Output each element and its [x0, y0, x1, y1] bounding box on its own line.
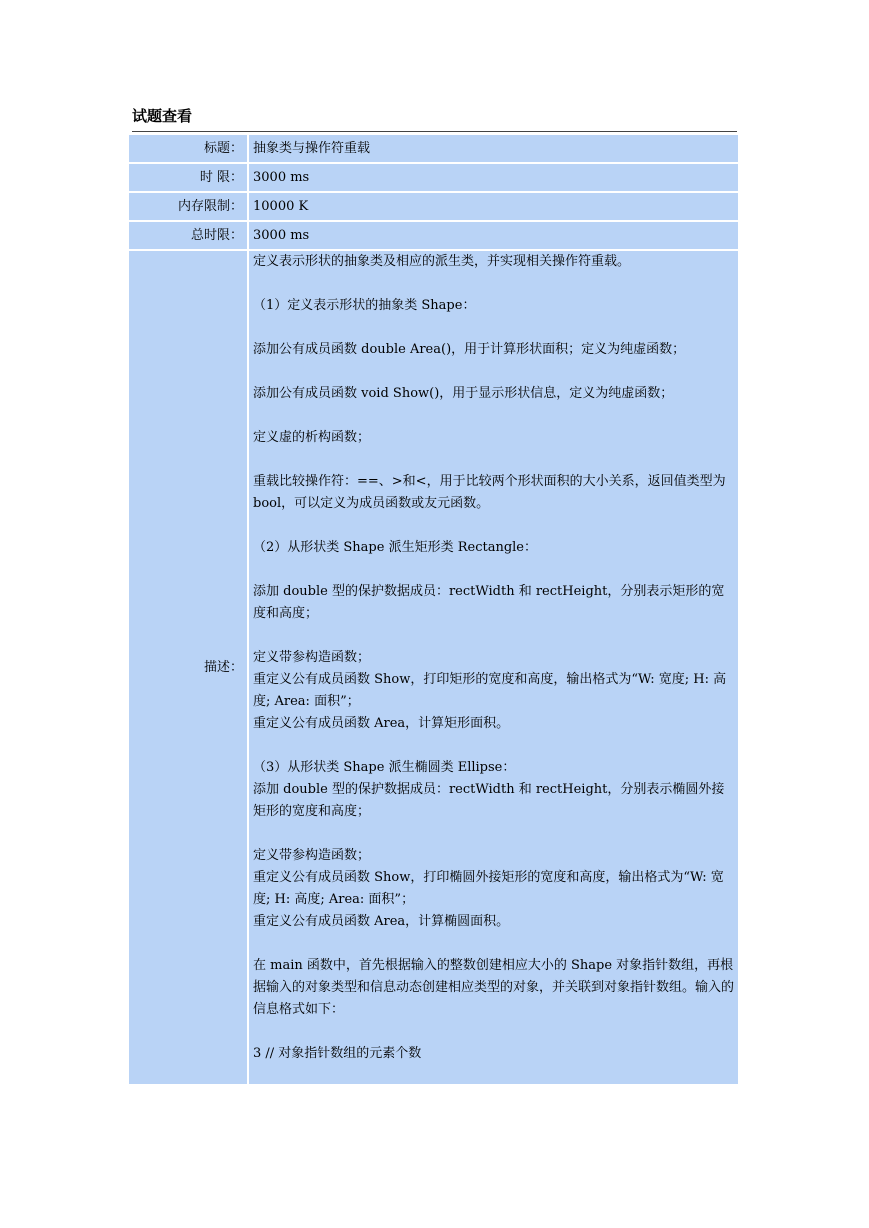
desc-paragraph: 添加 double 型的保护数据成员：rectWidth 和 rectHeight，分别表示椭圆外接矩形的宽度和高度；	[253, 782, 725, 819]
desc-paragraph: （3）从形状类 Shape 派生椭圆类 Ellipse：	[253, 760, 516, 775]
problem-info-table	[127, 133, 740, 1086]
memory-limit-value: 10000 K	[249, 193, 738, 220]
description-label: 描述：	[129, 251, 247, 1084]
desc-paragraph: 定义虚的析构函数；	[253, 430, 371, 445]
title-value: 抽象类与操作符重载	[249, 135, 738, 162]
time-limit-label: 时 限：	[129, 164, 247, 191]
desc-paragraph: 添加 double 型的保护数据成员：rectWidth 和 rectHeight，分别表示矩形的宽度和高度；	[253, 584, 725, 621]
desc-paragraph: 3 // 对象指针数组的元素个数	[253, 1046, 422, 1061]
total-time-limit-label: 总时限：	[129, 222, 247, 249]
desc-paragraph: 添加公有成员函数 void Show()，用于显示形状信息，定义为纯虚函数；	[253, 386, 674, 401]
desc-paragraph: 重定义公有成员函数 Show，打印矩形的宽度和高度，输出格式为“W: 宽度; H: 高度; Area: 面积”；	[253, 672, 727, 709]
memory-limit-label: 内存限制：	[129, 193, 247, 220]
desc-paragraph: 添加公有成员函数 double Area()，用于计算形状面积；定义为纯虚函数；	[253, 342, 686, 357]
time-limit-row	[129, 164, 738, 191]
desc-paragraph: 重定义公有成员函数 Area，计算椭圆面积。	[253, 914, 510, 929]
memory-limit-row	[129, 193, 738, 220]
page-title: 试题查看	[132, 106, 737, 132]
desc-paragraph: 定义带参构造函数；	[253, 650, 371, 665]
desc-paragraph: 重载比较操作符：==、>和<，用于比较两个形状面积的大小关系，返回值类型为 bool，可以定义为成员函数或友元函数。	[253, 474, 726, 511]
total-time-limit-value: 3000 ms	[249, 222, 738, 249]
time-limit-value: 3000 ms	[249, 164, 738, 191]
desc-paragraph: 在 main 函数中，首先根据输入的整数创建相应大小的 Shape 对象指针数组，再根据输入的对象类型和信息动态创建相应类型的对象，并关联到对象指针数组。输入的信息格式如下：	[253, 958, 735, 1017]
description-row	[129, 251, 738, 1084]
desc-paragraph: 定义表示形状的抽象类及相应的派生类，并实现相关操作符重载。	[253, 254, 631, 269]
title-label: 标题：	[129, 135, 247, 162]
title-row	[129, 135, 738, 162]
desc-paragraph: （1）定义表示形状的抽象类 Shape：	[253, 298, 476, 313]
total-time-limit-row	[129, 222, 738, 249]
desc-paragraph: 重定义公有成员函数 Show，打印椭圆外接矩形的宽度和高度，输出格式为“W: 宽度; H: 高度; Area: 面积”；	[253, 870, 724, 907]
description-body	[249, 251, 738, 1084]
desc-paragraph: （2）从形状类 Shape 派生矩形类 Rectangle：	[253, 540, 537, 555]
desc-paragraph: 重定义公有成员函数 Area，计算矩形面积。	[253, 716, 510, 731]
desc-paragraph: 定义带参构造函数；	[253, 848, 371, 863]
